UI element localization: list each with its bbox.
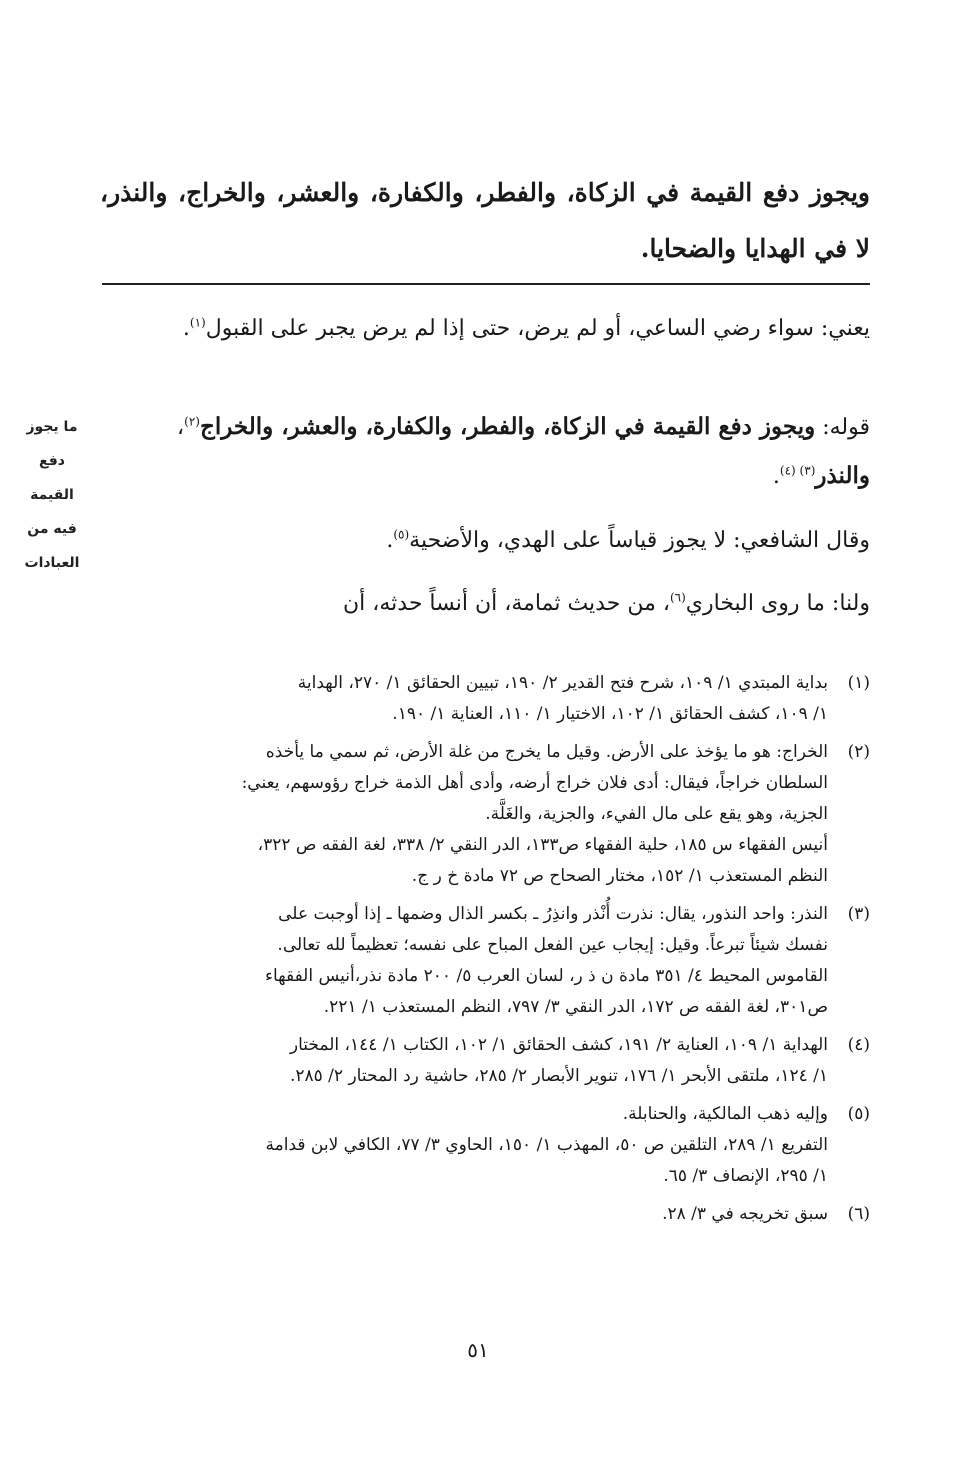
- footnote-3: [100, 899, 870, 1023]
- footnote-4: [100, 1030, 870, 1092]
- footnote-body: [100, 1199, 828, 1230]
- footnote-1: [100, 668, 870, 730]
- footnote-line: النظم المستعذب ١/ ١٥٢، مختار الصحاح ص ٧٢ مادة خ ر ج.: [411, 866, 828, 886]
- margin-note-line: دفع: [39, 453, 65, 469]
- sharh-p3-end: .: [386, 528, 394, 553]
- footnote-line: نفسك شيئاً تبرعاً. وقيل: إيجاب عين الفعل المباح على نفسه؛ تعظيماً لله تعالى.: [277, 935, 828, 955]
- footnote-ref-3-4: (٣) (٤): [779, 463, 816, 478]
- footnote-number: (٢): [847, 742, 870, 762]
- sharh-p2-mid: ،: [177, 415, 185, 440]
- footnote-number: (١): [847, 673, 870, 693]
- sharh-paragraph-4: [100, 580, 870, 628]
- footnote-number: (٣): [847, 904, 870, 924]
- footnote-body: [100, 1030, 828, 1092]
- matn-text: ويجوز دفع القيمة في الزكاة، والفطر، والكفارة، والعشر، والخراج، والنذر، لا في الهدايا والضحايا.: [100, 178, 870, 263]
- footnote-line: ١/ ١٠٩، كشف الحقائق ١/ ١٠٢، الاختيار ١/ ١١٠، العناية ١/ ١٩٠.: [392, 704, 828, 724]
- footnote-line: سبق تخريجه في ٣/ ٢٨.: [662, 1204, 828, 1224]
- sharh-p3-text: وقال الشافعي: لا يجوز قياساً على الهدي، والأضحية: [409, 528, 870, 553]
- margin-note: [18, 410, 86, 580]
- footnote-number: (٦): [847, 1204, 870, 1224]
- margin-note-line: القيمة: [30, 487, 74, 503]
- footnote-line: النذر: واحد النذور، يقال: نذرت أُنْذر وانذِرُ ـ بكسر الذال وضمها ـ إذا أوجبت على: [278, 904, 828, 924]
- footnote-line: بداية المبتدي ١/ ١٠٩، شرح فتح القدير ٢/ ١٩٠، تبيين الحقائق ١/ ٢٧٠، الهداية: [297, 673, 828, 693]
- sharh-paragraph-1: [100, 305, 870, 353]
- footnote-line: أنيس الفقهاء س ١٨٥، حلية الفقهاء ص١٣٣، الدر النقي ٢/ ٣٣٨، لغة الفقه ص ٣٢٢،: [257, 835, 828, 855]
- footnote-ref-5: (٥): [393, 527, 410, 542]
- footnote-line: الجزية، وهو يقع على مال الفيء، والجزية، والغَلَّة.: [485, 804, 828, 824]
- sharh-p2-lead: قوله:: [815, 415, 870, 440]
- sharh-p1-text: يعني: سواء رضي الساعي، أو لم يرض، حتى إذا لم يرض يجبر على القبول: [205, 316, 870, 341]
- sharh-p4-text: ولنا: ما روى البخاري: [685, 591, 870, 616]
- footnotes: [100, 668, 870, 1237]
- sharh-p2-quote-1: ويجوز دفع القيمة في الزكاة، والفطر، والكفارة، والعشر، والخراج: [199, 413, 816, 440]
- footnote-number: (٥): [847, 1104, 870, 1124]
- margin-note-line: العبادات: [24, 555, 80, 571]
- sharh-p4-end: ، من حديث ثمامة، أن أنساً حدثه، أن: [343, 591, 670, 616]
- sharh-p1-end: .: [182, 316, 190, 341]
- footnote-line: القاموس المحيط ٤/ ٣٥١ مادة ن ذ ر، لسان العرب ٥/ ٢٠٠ مادة نذر،أنيس الفقهاء: [264, 966, 828, 986]
- sharh-p2-quote-2: والنذر: [815, 462, 870, 489]
- footnote-body: [100, 899, 828, 1023]
- page-number: ٥١: [467, 1338, 489, 1362]
- footnote-line: التفريع ١/ ٢٨٩، التلقين ص ٥٠، المهذب ١/ ١٥٠، الحاوي ٣/ ٧٧، الكافي لابن قدامة: [265, 1135, 828, 1155]
- footnote-line: السلطان خراجاً، فيقال: أدى فلان خراج أرضه، وأدى أهل الذمة خراج رؤوسهم، يعني:: [241, 773, 828, 793]
- matn-divider: [102, 283, 870, 285]
- sharh-paragraph-2: [100, 403, 870, 501]
- footnote-line: ص٣٠١، لغة الفقه ص ١٧٢، الدر النقي ٣/ ٧٩٧، النظم المستعذب ١/ ٢٢١.: [323, 997, 828, 1017]
- footnote-line: ١/ ١٢٤، ملتقى الأبحر ١/ ١٧٦، تنوير الأبصار ٢/ ٢٨٥، حاشية رد المحتار ٢/ ٢٨٥.: [289, 1066, 828, 1086]
- footnote-ref-6: (٦): [669, 590, 686, 605]
- footnote-line: الهداية ١/ ١٠٩، العناية ٢/ ١٩١، كشف الحقائق ١/ ١٠٢، الكتاب ١/ ١٤٤، المختار: [289, 1035, 828, 1055]
- footnote-ref-2: (٢): [184, 414, 200, 429]
- margin-note-line: ما يجوز: [26, 419, 78, 435]
- sharh-p2-end: .: [772, 464, 780, 489]
- footnote-6: [100, 1199, 870, 1230]
- footnote-number: (٤): [847, 1035, 870, 1055]
- footnote-2: [100, 737, 870, 892]
- footnote-ref-1: (١): [189, 315, 206, 330]
- footnote-5: [100, 1099, 870, 1192]
- footnote-line: وإليه ذهب المالكية، والحنابلة.: [622, 1104, 828, 1124]
- footnote-line: ١/ ٢٩٥، الإنصاف ٣/ ٦٥.: [663, 1166, 828, 1186]
- margin-note-line: فيه من: [27, 521, 77, 537]
- footnote-body: [100, 668, 828, 730]
- sharh-paragraph-3: [100, 517, 870, 565]
- footnote-body: [100, 1099, 828, 1192]
- footnote-line: الخراج: هو ما يؤخذ على الأرض. وقيل ما يخرج من غلة الأرض، ثم سمي ما يأخذه: [265, 742, 828, 762]
- footnote-body: [100, 737, 828, 892]
